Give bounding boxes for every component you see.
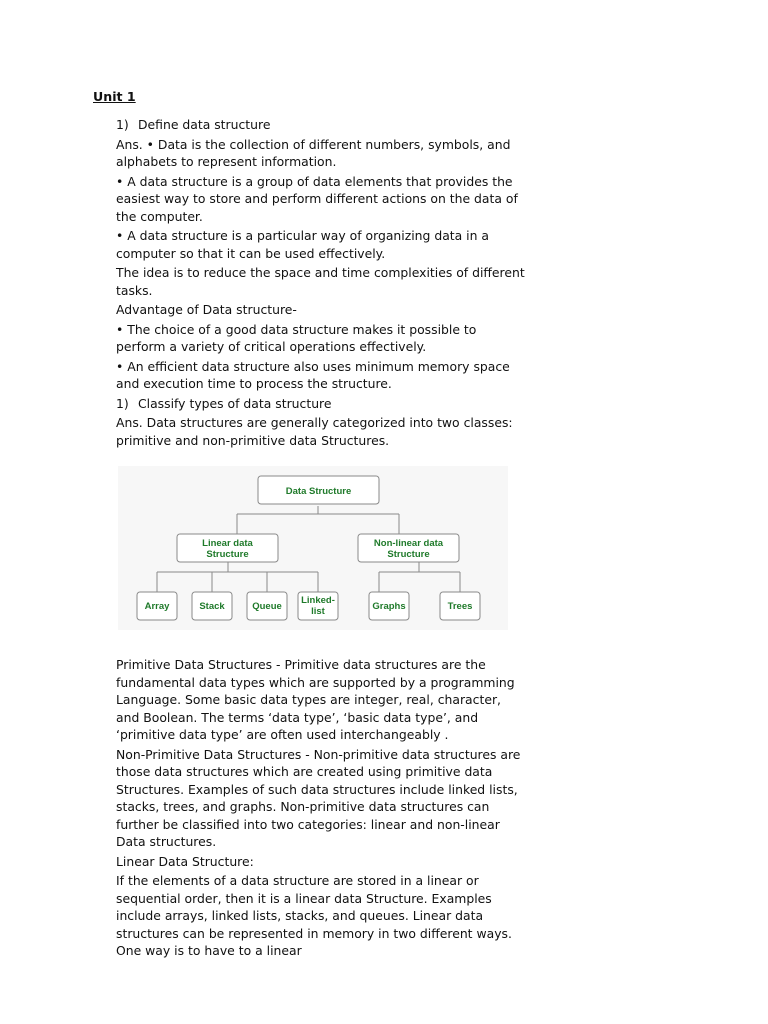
node-label: Array [144,601,170,612]
advantage-bullet-efficient: • An efficient data structure also uses minimum memory space and execution time to process the structure. [116,358,510,391]
question-classify [116,395,526,413]
node-label: Linked- [301,595,335,606]
node-label: Non-linear data [373,538,444,549]
bullet-organizing-data: • A data structure is a particular way of organizing data in a computer so that it can be used effectively. [116,228,490,261]
node-label: Queue [252,601,282,612]
edge-linear-children [157,562,318,592]
diagram-svg [118,466,508,630]
node-trees [440,592,480,620]
node-label: Data Structure [285,486,352,497]
node-label: list [311,606,325,617]
advantage-bullet-choice: • The choice of a good data structure makes it possible to perform a variety of critical operations effectively. [116,321,477,354]
node-label: Trees [447,601,473,612]
question-define [116,116,526,134]
data-structure-diagram [118,466,508,630]
primitive-paragraph: Primitive Data Structures - Primitive data structures are the fundamental data types which are supported by a programming Language. Some basic data types are integer, real, character, and Boolean. The terms ‘data type’, ‘basic data type’, and ‘primitive data type’ are often used interchangeably . [116,657,515,742]
non-primitive-paragraph: Non-Primitive Data Structures - Non-primitive data structures are those data structures which are created using primitive data Structures. Examples of such data structures include linked lists, stacks, trees, and graphs. Non-primitive data structures can further be classified into two categories: linear and non-linear Data structures. [116,746,521,849]
advantage-heading: Advantage of Data structure- [116,302,297,317]
node-label: Graphs [372,601,406,612]
node-linked-list [298,592,338,620]
question-number: 1) [116,117,129,132]
question-number: 1) [116,395,129,411]
linear-heading: Linear Data Structure: [116,853,254,869]
bullet-group-of-elements: • A data structure is a group of data elements that provides the easiest way to store and perform different actions on the data of the computer. [116,173,518,224]
section-classification [116,656,526,962]
answer-classify: Ans. Data structures are generally categorized into two classes: primitive and non-primitive data Structures. [116,415,513,448]
node-stack [192,592,232,620]
node-non-linear [358,534,459,562]
edge-nonlinear-children [379,562,460,592]
node-label: Stack [199,601,225,612]
question-text: Classify types of data structure [138,395,332,411]
node-linear [177,534,278,562]
idea-paragraph: The idea is to reduce the space and time complexities of different tasks. [116,265,525,298]
node-label: Linear data [202,538,253,549]
unit-title: Unit 1 [93,89,136,104]
question-text: Define data structure [138,117,271,132]
linear-paragraph: If the elements of a data structure are stored in a linear or sequential order, then it is a linear data Structure. Examples include arrays, linked lists, stacks, and queues. Linear data structures can be represented in memory in two different ways. One way is to have to a linear [116,873,512,958]
section-definitions [116,116,526,451]
node-array [137,592,177,620]
answer-data-definition: Ans. • Data is the collection of different numbers, symbols, and alphabets to represent information. [116,136,511,169]
node-label: Structure [206,549,249,560]
node-data-structure [258,476,379,504]
node-graphs [369,592,409,620]
edge-root-split [237,506,399,534]
node-label: Structure [387,549,430,560]
node-queue [247,592,287,620]
